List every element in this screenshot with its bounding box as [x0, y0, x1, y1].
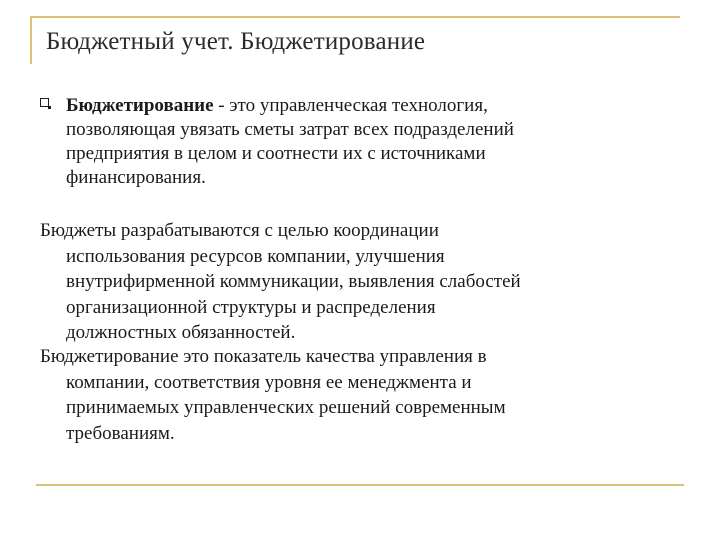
- frame-bottom-line: [36, 484, 684, 486]
- paragraph-budgets-purpose: [40, 218, 680, 346]
- slide-title: Бюджетный учет. Бюджетирование: [46, 28, 426, 55]
- bullet-line: предприятия в целом и соотнести их с источниками: [66, 143, 486, 164]
- bullet-term: Бюджетирование: [66, 95, 214, 116]
- paragraph-line: должностных обязанностей.: [66, 322, 296, 343]
- paragraph-budgeting-quality: [40, 344, 680, 446]
- bullet-line: финансирования.: [66, 167, 206, 188]
- paragraph-line: принимаемых управленческих решений современным: [66, 397, 506, 418]
- paragraph-line: использования ресурсов компании, улучшения: [66, 245, 445, 267]
- paragraph-line: внутрифирменной коммуникации, выявления слабостей: [66, 271, 521, 292]
- paragraph-line: Бюджетирование это показатель качества управления в: [40, 346, 487, 367]
- bullet-text: [66, 94, 676, 190]
- paragraph-line: Бюджеты разрабатываются с целью координации: [40, 220, 439, 241]
- frame-left-line: [30, 16, 32, 64]
- square-bullet-icon: [40, 98, 49, 107]
- paragraph-line: компании, соответствия уровня ее менеджмента и: [66, 371, 472, 393]
- bullet-line: позволяющая увязать сметы затрат всех подразделений: [66, 119, 514, 140]
- frame-top-line: [30, 16, 680, 18]
- paragraph-line: требованиям.: [66, 422, 175, 444]
- paragraph-line: организационной структуры и распределения: [66, 296, 436, 318]
- bullet-line: - это управленческая технология,: [213, 95, 488, 116]
